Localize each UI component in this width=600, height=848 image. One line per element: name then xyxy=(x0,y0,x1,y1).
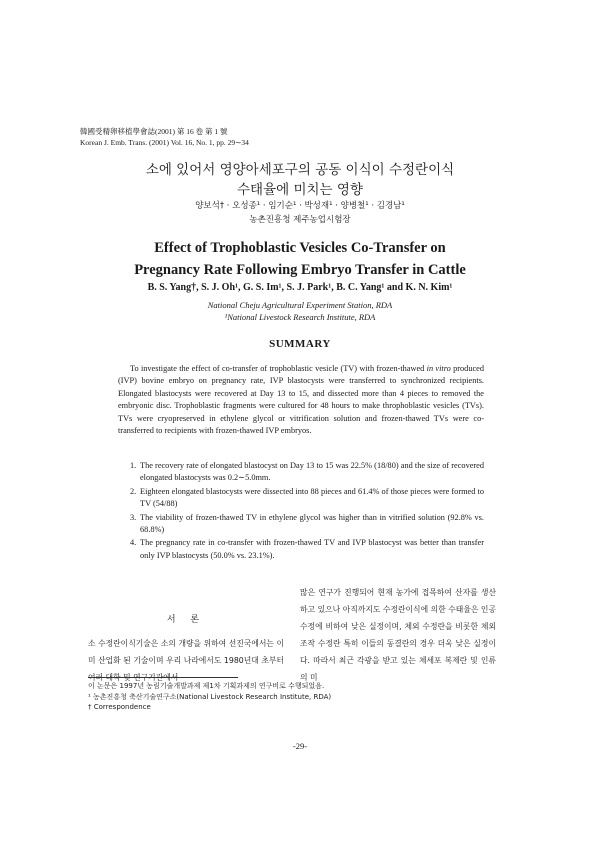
english-affiliation-line-2: ¹National Livestock Research Institute, RDA xyxy=(224,312,376,322)
footnote-divider xyxy=(88,677,238,678)
footnote-affiliation: ¹ 농촌진흥청 축산기술연구소(National Livestock Research Institute, RDA) xyxy=(88,692,332,701)
finding-number: 1. xyxy=(130,461,137,470)
finding-text: The viability of frozen-thawed TV in ethylene glycol was higher than in vitrified solution (92.8% vs. 68.8%) xyxy=(140,512,484,535)
summary-intro-part-b: produced (IVP) bovine embryo on pregnancy rate, IVP blastocysts were transferred to synchronized recipients. Elongated blastocysts were recovered at Day 13 to 15, and dissected more than 4 pieces to removed the embryonic disc. Trophoblastic fragments were cultured for 48 hours to make throphoblastic vesicles (TVs). TVs were cryopreserved in ethylene glycol or vitrification solution and frozen-thawed TVs were co-transferred to recipients with frozen-thawed IVP embryos. xyxy=(118,364,484,436)
english-title xyxy=(0,237,600,281)
journal-citation-korean: 韓國受精卵移植學會誌(2001) 第 16 卷 第 1 號 xyxy=(80,127,228,136)
english-title-line-1: Effect of Trophoblastic Vesicles Co-Transfer on xyxy=(154,240,446,256)
english-title-line-2: Pregnancy Rate Following Embryo Transfer in Cattle xyxy=(134,262,466,278)
finding-item xyxy=(130,537,484,562)
finding-number: 4. xyxy=(130,538,137,548)
finding-number: 3. xyxy=(130,512,137,522)
korean-authors: 양보석† · 오성종¹ · 임기순¹ · 박성재¹ · 양병철¹ · 김경남¹ xyxy=(195,201,405,211)
korean-title-line-2: 수태율에 미치는 영향 xyxy=(237,182,363,198)
summary-findings xyxy=(130,460,484,563)
english-affiliation-line-1: National Cheju Agricultural Experiment Station, RDA xyxy=(207,300,393,310)
journal-citation xyxy=(80,126,249,148)
english-affiliation xyxy=(0,299,600,323)
finding-text: The pregnancy rate in co-transfer with frozen-thawed TV and IVP blastocyst was better than transfer only IVP blastocysts (50.0% vs. 23.1%). xyxy=(140,538,484,560)
english-authors: B. S. Yang†, S. J. Oh¹, G. S. Im¹, S. J. Park¹, B. C. Yang¹ and K. N. Kim¹ xyxy=(147,282,453,293)
finding-number: 2. xyxy=(130,486,137,496)
finding-item xyxy=(130,460,484,485)
introduction-left-text: 소 수정란이식기술은 소의 개량을 위하여 선진국에서는 이미 산업화 된 기술이며 우리 나라에서도 1980년대 초부터 여러 대학 및 연구기관에서 xyxy=(88,639,284,682)
korean-affiliation: 농촌진흥청 제주농업시험장 xyxy=(249,215,351,225)
introduction-heading: 서 론 xyxy=(166,615,206,625)
footnote-funding: 이 논문은 1997년 농림기술개발과제 제1차 기획과제의 연구비로 수행되었음. xyxy=(88,682,325,690)
finding-text: The recovery rate of elongated blastocyst on Day 13 to 15 was 22.5% (18/80) and the size of recovered elongated blastocysts was 0.2∼5.0mm. xyxy=(140,461,484,483)
finding-item xyxy=(130,512,484,537)
footnotes xyxy=(88,681,498,713)
finding-item xyxy=(130,486,484,511)
korean-title-line-1: 소에 있어서 영양아세포구의 공동 이식이 수정란이식 xyxy=(145,162,455,178)
introduction-right-column xyxy=(300,584,496,686)
korean-title xyxy=(0,160,600,200)
finding-text: Eighteen elongated blastocysts were dissected into 88 pieces and 61.4% of those pieces were formed to TV (54/88) xyxy=(140,486,484,509)
journal-citation-english: Korean J. Emb. Trans. (2001) Vol. 16, No. 1, pp. 29∼34 xyxy=(80,138,249,147)
introduction-left-column xyxy=(88,612,284,686)
summary-intro-part-a: To investigate the effect of co-transfer of trophoblastic vesicle (TV) with frozen-thawed xyxy=(130,364,427,373)
summary-intro-italic: in vitro xyxy=(426,364,451,373)
page-number: -29- xyxy=(292,741,308,751)
introduction-right-text: 많은 연구가 진행되어 현재 농가에 접목하여 산자를 생산하고 있으나 아직까지도 수정란이식에 의한 수태율은 인공수정에 비하여 낮은 실정이며, 체외 수정란을 비롯한 체외 조작 수정란 특히 이들의 동결란의 경우 더욱 낮은 실정이다. 따라서 최근 각광을 받고 있는 체세포 복제란 및 인류의 미 xyxy=(300,588,496,682)
summary-paragraph xyxy=(118,363,484,437)
summary-heading: SUMMARY xyxy=(269,338,331,350)
summary-abstract xyxy=(118,363,484,437)
footnote-correspondence: † Correspondence xyxy=(88,703,151,711)
